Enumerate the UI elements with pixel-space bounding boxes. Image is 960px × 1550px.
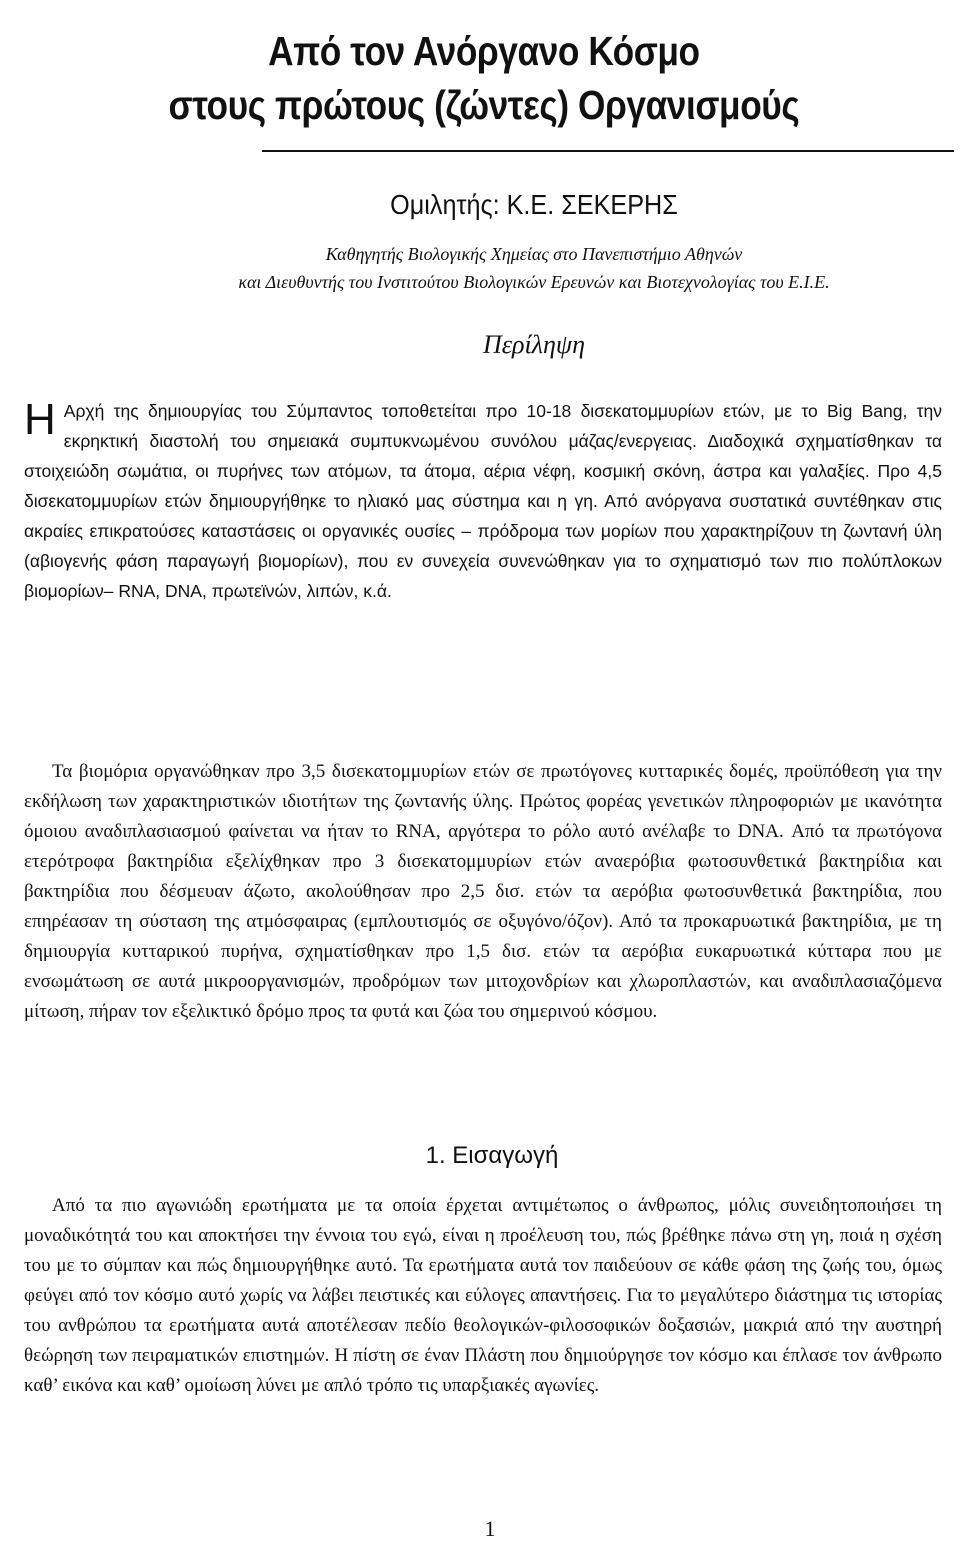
title-line-2: στους πρώτους (ζώντες) Οργανισμούς [168,82,800,128]
abstract-dropcap: Η [24,395,56,444]
body-paragraph-3: Από τα πιο αγωνιώδη ερωτήματα με τα οποία έρχεται αντιμέτωπος ο άνθρωπος, μόλις συνειδητοποιήσει τη μοναδικότητά του και αποκτήσει την έννοια του εγώ, είναι η προέλευση του, πώς βρέθηκε πάνω στη γη, ποιά η σχέση του με το σύμπαν και πώς δημιουργήθηκε αυτό. Τα ερωτήματα αυτά τον παιδεύουν σε κάθε φάση της ζωής του, όμως φεύγει από τον κόσμο αυτό χωρίς να λάβει πειστικές και εύλογες απαντήσεις. Για το μεγαλύτερο διάστημα τις ιστορίας του ανθρώπου τα ερωτήματα αυτά αποτέλεσαν πεδίο θεολογικών-φιλοσοφικών δοξασιών, μακριά από την αυστηρή θεώρηση των πειραματικών επιστημών. Η πίστη σε έναν Πλάστη που δημιούργησε τον κόσμο και έπλασε τον άνθρωπο καθ’ εικόνα και καθ’ ομοίωση λύνει με απλό τρόπο τις υπαρξιακές αγωνίες. [24,1195,942,1396]
affiliation-line-1: Καθηγητής Βιολογικής Χημείας στο Πανεπιστήμιο Αθηνών [325,244,743,264]
document-title [71,24,897,132]
page-number: 1 [484,1516,496,1541]
abstract-paragraph [24,396,942,606]
title-rule [262,150,954,152]
body-paragraph-2: Τα βιομόρια οργανώθηκαν προ 3,5 δισεκατομμυρίων ετών σε πρωτόγονες κυτταρικές δομές, προϋπόθεση για την εκδήλωση των χαρακτηριστικών ιδιοτήτων της ζωντανής ύλης. Πρώτος φορέας γενετικών πληροφοριών με ικανότητα όμοιου αναδιπλασιασμού φαίνεται να ήταν το RNA, αργότερα το ρόλο αυτό ανέλαβε το DNA. Από τα πρωτόγονα ετερότροφα βακτηρίδια εξελίχθηκαν προ 3 δισεκατομμυρίων ετών αναερόβια φωτοσυνθετικά βακτηρίδια και βακτηρίδια που δέσμευαν άζωτο, ακολούθησαν προ 2,5 δισ. ετών τα αερόβια φωτοσυνθετικά βακτηρίδια, που επηρέασαν τη σύσταση της ατμόσφαιρας (εμπλουτισμός σε οξυγόνο/όζον). Από τα προκαρυωτικά βακτηρίδια, με τη δημιουργία κυτταρικού πυρήνα, σχηματίσθηκαν προ 1,5 δισ. ετών τα αερόβια ευκαρυωτικά κύτταρα που με ενσωμάτωση σε αυτά μικροοργανισμών, προδρόμων των μιτοχονδρίων και χλωροπλαστών, και αναδιπλασιαζόμενα μίτωση, πήραν τον εξελικτικό δρόμο προς τα φυτά και ζώα του σημερινού κόσμου. [24,761,942,1022]
abstract-heading: Περίληψη [483,330,585,359]
section-heading: 1. Εισαγωγή [425,1142,559,1169]
abstract-text: Αρχή της δημιουργίας του Σύμπαντος τοποθετείται προ 10-18 δισεκατομμυρίων ετών, με το Big Bang, την εκρηκτική διαστολή του σημειακά συμπυκνωμένου συνόλου μάζας/ενεργειας. Διαδοχικά σχηματίσθηκαν τα στοιχειώδη σωμάτια, οι πυρήνες των ατόμων, τα άτομα, αέρια νέφη, κοσμική σκόνη, άστρα και γαλαξίες. Προ 4,5 δισεκατομμυρίων ετών δημιουργήθηκε το ηλιακό μας σύστημα και η γη. Από ανόργανα συστατικά συντέθηκαν στις ακραίες επικρατούσες καταστάσεις οι οργανικές ουσίες – πρόδρομα των μορίων που χαρακτηρίζουν τη ζωντανή ύλη (αβιογενής φάση παραγωγή βιομορίων), που εν συνεχεία συνενώθηκαν για το σχηματισμό των πιο πολύπλοκων βιομορίων– RNA, DNA, πρωτεϊνών, λιπών, κ.ά. [24,401,942,601]
affiliation-line-2: και Διευθυντής του Ινστιτούτου Βιολογικών Ερευνών και Βιοτεχνολογίας του Ε.Ι.Ε. [238,272,830,292]
title-line-1: Από τον Ανόργανο Κόσμο [268,28,700,74]
author-line: Ομιλητής: Κ.Ε. ΣΕΚΕΡΗΣ [390,189,678,220]
